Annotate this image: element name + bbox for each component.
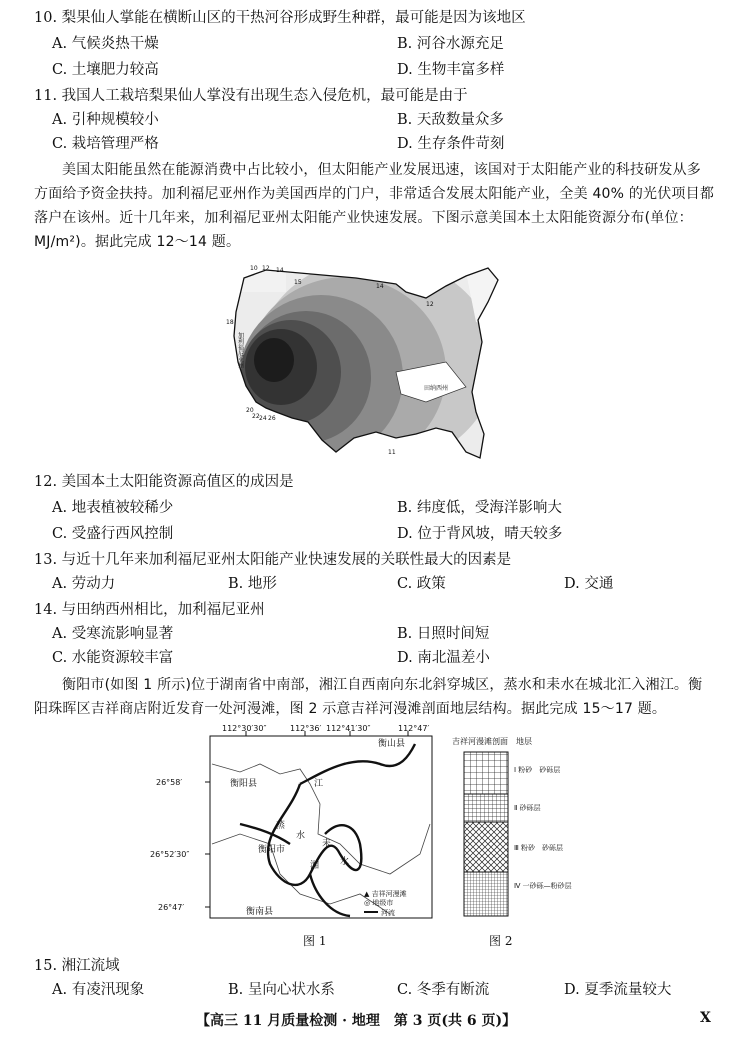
- svg-text:10: 10: [250, 265, 258, 272]
- question-12-stem: 12. 美国本土太阳能资源高值区的成因是: [34, 474, 294, 490]
- q10-option-a: A. 气候炎热干燥: [52, 36, 159, 52]
- river-char-lei: 耒: [322, 839, 332, 849]
- question-15-stem: 15. 湘江流域: [34, 958, 120, 974]
- q13-option-a: A. 劳动力: [52, 576, 116, 592]
- figure-1-caption: 图 1: [303, 934, 327, 948]
- q14-option-a: A. 受寒流影响显著: [52, 626, 174, 642]
- legend-floodplain: ▲ 吉祥河漫滩: [364, 890, 407, 898]
- q12-option-c: C. 受盛行西风控制: [52, 526, 174, 542]
- place-hengyang-city: 衡阳市: [258, 845, 286, 855]
- lat-label-3: 26°47′: [158, 903, 185, 912]
- question-11-stem: 11. 我国人工栽培梨果仙人掌没有出现生态入侵危机，最可能是由于: [34, 88, 468, 104]
- place-hengyang-county: 衡阳县: [230, 779, 258, 789]
- lat-label-2: 26°52′30″: [150, 850, 190, 859]
- svg-text:20: 20: [246, 407, 254, 414]
- legend-river: 河流: [381, 909, 395, 917]
- hengyang-map: [150, 724, 440, 924]
- svg-text:22: 22: [252, 413, 260, 420]
- legend-city: ◎ 地级市: [364, 899, 394, 907]
- q13-option-b: B. 地形: [228, 576, 277, 592]
- passage-solar: 美国太阳能虽然在能源消费中占比较小，但太阳能产业发展迅速，该国对于太阳能产业的科技研发从多方面给予资金扶持。加利福尼亚州作为美国西岸的门户，非常适合发展太阳能产业，全美 40% 的光伏项目都落户在该州。近十几年来，加利福尼亚州太阳能产业快速发展。下图示意美国本土太阳能资源分布(单位：MJ/m²)。据此完成 12～14 题。: [34, 162, 715, 250]
- q15-option-d: D. 夏季流量较大: [564, 982, 672, 998]
- question-13-stem: 13. 与近十几年来加利福尼亚州太阳能产业快速发展的关联性最大的因素是: [34, 552, 512, 568]
- floodplain-strata-figure: [452, 736, 602, 920]
- passage-hengyang: 衡阳市(如图 1 所示)位于湖南省中南部，湘江自西南向东北斜穿城区，蒸水和耒水在城北汇入湘江。衡阳珠晖区吉祥商店附近发育一处河漫滩，图 2 示意吉祥河漫滩剖面地层结构。据此完成 15～17 题。: [34, 677, 703, 717]
- us-solar-resource-map: [226, 262, 502, 466]
- q13-option-c: C. 政策: [397, 576, 446, 592]
- figure-2-caption: 图 2: [489, 934, 513, 948]
- svg-text:11: 11: [388, 449, 396, 456]
- q15-option-a: A. 有凌汛现象: [52, 982, 145, 998]
- river-char-shui-1: 水: [296, 831, 306, 841]
- lat-label-1: 26°58′: [156, 778, 183, 787]
- svg-text:24: 24: [259, 415, 267, 422]
- q15-option-b: B. 呈向心状水系: [228, 982, 335, 998]
- q11-option-d: D. 生存条件苛刻: [397, 136, 505, 152]
- q12-option-b: B. 纬度低，受海洋影响大: [397, 500, 562, 516]
- footer-mark: X: [700, 1010, 711, 1026]
- q10-option-b: B. 河谷水源充足: [397, 36, 504, 52]
- svg-text:14: 14: [376, 283, 384, 290]
- q10-option-c: C. 土壤肥力较高: [52, 62, 159, 78]
- lon-label-1: 112°30′30″: [222, 724, 267, 733]
- svg-text:14: 14: [276, 267, 284, 274]
- layer-3-label: Ⅲ 粉砂 砂砾层: [514, 844, 564, 852]
- fig2-title: 吉祥河漫滩剖面 地层: [452, 737, 532, 746]
- river-char-shui-2: 水: [340, 857, 350, 867]
- q10-option-d: D. 生物丰富多样: [397, 62, 505, 78]
- q11-option-a: A. 引种规模较小: [52, 112, 159, 128]
- q14-option-b: B. 日照时间短: [397, 626, 490, 642]
- layer-2-label: Ⅱ 砂砾层: [514, 804, 541, 812]
- svg-text:15: 15: [294, 279, 302, 286]
- q12-option-d: D. 位于背风坡，晴天较多: [397, 526, 563, 542]
- svg-text:26: 26: [268, 415, 276, 422]
- svg-text:加利福尼亚州: 加利福尼亚州: [236, 332, 244, 368]
- q12-option-a: A. 地表植被较稀少: [52, 500, 174, 516]
- place-hengnan: 衡南县: [246, 907, 274, 917]
- river-char-xiang: 湘: [310, 861, 320, 871]
- svg-text:12: 12: [426, 301, 434, 308]
- q11-option-b: B. 天敌数量众多: [397, 112, 504, 128]
- question-14-stem: 14. 与田纳西州相比，加利福尼亚州: [34, 602, 265, 618]
- svg-text:12: 12: [262, 265, 270, 272]
- layer-1-label: Ⅰ 粉砂 砂砾层: [514, 766, 561, 774]
- lon-label-2: 112°36′: [290, 724, 322, 733]
- lon-label-3: 112°41′30″: [326, 724, 371, 733]
- q15-option-c: C. 冬季有断流: [397, 982, 490, 998]
- place-hengshan: 衡山县: [378, 739, 406, 749]
- svg-text:18: 18: [226, 319, 234, 326]
- lon-label-4: 112°47′: [398, 724, 430, 733]
- river-char-jiang: 江: [314, 779, 324, 789]
- q14-option-d: D. 南北温差小: [397, 650, 490, 666]
- q14-option-c: C. 水能资源较丰富: [52, 650, 174, 666]
- page-footer: 【高三 11 月质量检测 · 地理 第 3 页(共 6 页)】: [196, 1013, 517, 1029]
- svg-text:田纳西州: 田纳西州: [424, 385, 449, 392]
- river-char-zheng: 蒸: [276, 821, 286, 831]
- layer-4-label: Ⅳ 一砂砾—粉砂层: [514, 882, 572, 890]
- q13-option-d: D. 交通: [564, 576, 614, 592]
- question-10-stem: 10. 梨果仙人掌能在横断山区的干热河谷形成野生种群，最可能是因为该地区: [34, 10, 526, 26]
- q11-option-c: C. 栽培管理严格: [52, 136, 159, 152]
